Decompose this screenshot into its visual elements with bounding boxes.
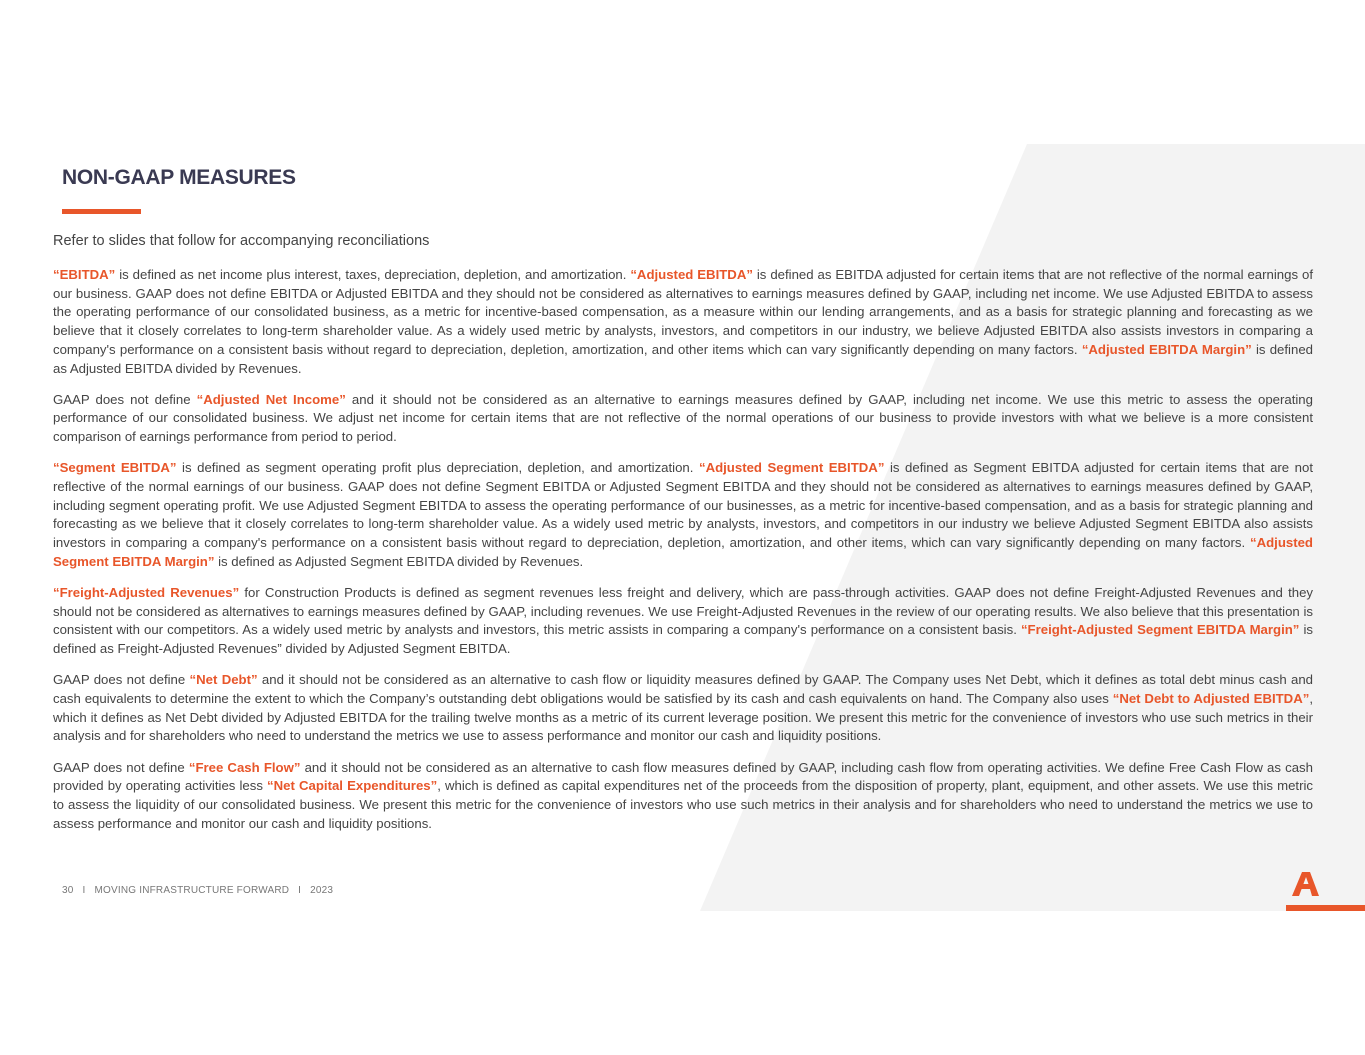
defined-term: “Adjusted Segment EBITDA Margin” [53,535,1313,569]
definition-paragraph [53,391,1313,447]
definition-paragraph [53,759,1313,834]
defined-term: “Adjusted EBITDA Margin” [1081,341,1252,357]
company-logo-icon [1291,872,1321,896]
paragraph-text: GAAP does not define [53,759,189,775]
paragraph-text: , which it defines as Net Debt divided by Adjusted EBITDA for the trailing twelve months as a metric of its current leverage position. We present this metric for the convenience of investors who use such metrics in their analysis and for shareholders who need to understand the metrics we use to assess performance and monitor our cash and liquidity positions. [53,691,1313,744]
definition-paragraph [53,459,1313,571]
footer-tagline: MOVING INFRASTRUCTURE FORWARD [94,885,290,896]
paragraph-text: is defined as Adjusted EBITDA divided by Revenues. [53,341,1313,376]
defined-term: “EBITDA” [53,267,116,282]
defined-term: “Freight-Adjusted Revenues” [53,585,240,601]
definition-paragraph [53,671,1313,746]
defined-term: “Freight-Adjusted Segment EBITDA Margin” [1020,622,1300,638]
defined-term: “Segment EBITDA” [53,460,177,476]
paragraph-text: is defined as EBITDA adjusted for certain items that are not reflective of the normal earnings of our business. GAAP does not define EBITDA or Adjusted EBITDA and they should not be considered as alternatives to earnings measures defined by GAAP, including net income. We use Adjusted EBITDA to assess the operating performance of our consolidated business, as a metric for incentive-based compensation, as a measure within our lending arrangements, and as a basis for strategic planning and forecasting as we believe that it closely correlates to long-term shareholder value. As a widely used metric by analysts, investors, and competitors in our industry, we believe Adjusted EBITDA also assists investors in comparing a company's performance on a consistent basis without regard to depreciation, depletion, amortization, and other items which can vary significantly depending on many factors. [53,267,1313,357]
defined-term: “Adjusted EBITDA” [630,267,753,282]
footer-separator: I [298,885,302,896]
subtitle: Refer to slides that follow for accompanying reconciliations [53,233,430,249]
paragraph-text: and it should not be considered as an alternative to cash flow measures defined by GAAP, including cash flow from operating activities. We define Free Cash Flow as cash provided by operating activities less [53,759,1313,794]
defined-term: “Net Debt” [189,672,258,688]
definition-paragraph [53,584,1313,659]
logo-underline [1286,905,1365,911]
title-underline [62,209,141,214]
paragraph-text: GAAP does not define [53,391,197,407]
paragraph-text: is defined as segment operating profit plus depreciation, depletion, and amortization. [176,460,699,476]
paragraph-text: and it should not be considered as an alternative to earnings measures defined by GAAP, including net income. We use this metric to assess the operating performance of our consolidated business. We adjust net income for certain items that are not reflective of the normal operations of our business to provide investors with what we believe is a more consistent comparison of earnings performance from period to period. [53,391,1313,445]
paragraph-text: is defined as net income plus interest, taxes, depreciation, depletion, and amortization. [115,267,631,282]
definitions-body [53,266,1313,846]
paragraph-text: is defined as Adjusted Segment EBITDA divided by Revenues. [214,553,584,569]
paragraph-text: is defined as Segment EBITDA adjusted for certain items that are not reflective of the normal earnings of our business. GAAP does not define Segment EBITDA or Adjusted Segment EBITDA and they should not be considered as alternatives to earnings measures defined by GAAP, including segment operating profit. We use Adjusted Segment EBITDA to assess the operating performance of our businesses, as a metric for incentive-based compensation, and as a basis for strategic planning and forecasting as we believe that it closely correlates to long-term shareholder value. As a widely used metric by analysts, investors, and competitors in our industry we believe Adjusted Segment EBITDA also assists investors in comparing a company's performance on a consistent basis without regard to depreciation, depletion, amortization, and other items, which can vary significantly depending on many factors. [53,460,1314,551]
defined-term: “Net Capital Expenditures” [267,778,438,794]
defined-term: “Adjusted Segment EBITDA” [698,460,885,476]
footer [62,885,339,896]
defined-term: “Free Cash Flow” [188,759,301,775]
defined-term: “Net Debt to Adjusted EBITDA” [1112,691,1310,707]
paragraph-text: , which is defined as capital expenditures net of the proceeds from the disposition of property, plant, equipment, and other assets. We use this metric to assess the liquidity of our consolidated business. We present this metric for the convenience of investors who use such metrics in their analysis and for shareholders who need to understand the metrics we use to assess performance and monitor our cash and liquidity positions. [53,778,1313,831]
definition-paragraph [53,266,1313,378]
paragraph-text: GAAP does not define [53,672,190,688]
footer-year: 2023 [310,885,334,896]
page-title: NON-GAAP MEASURES [62,166,296,189]
paragraph-text: is defined as Freight-Adjusted Revenues” divided by Adjusted Segment EBITDA. [53,622,1313,657]
page-number: 30 [62,885,74,896]
defined-term: “Adjusted Net Income” [196,391,346,407]
footer-separator: I [82,885,86,896]
paragraph-text: for Construction Products is defined as segment revenues less freight and delivery, which are pass-through activities. GAAP does not define Freight-Adjusted Revenues and they should not be considered as alternatives to earnings measures defined by GAAP, including revenues. We use Freight-Adjusted Revenues in the review of our operating results. We also believe that this presentation is consistent with our competitors. As a widely used metric by analysts and investors, this metric assists in comparing a company's performance on a consistent basis. [53,585,1313,638]
paragraph-text: and it should not be considered as an alternative to cash flow or liquidity measures defined by GAAP. The Company uses Net Debt, which it defines as total debt minus cash and cash equivalents to determine the extent to which the Company’s outstanding debt obligations would be satisfied by its cash and cash equivalents on hand. The Company also uses [53,672,1313,707]
